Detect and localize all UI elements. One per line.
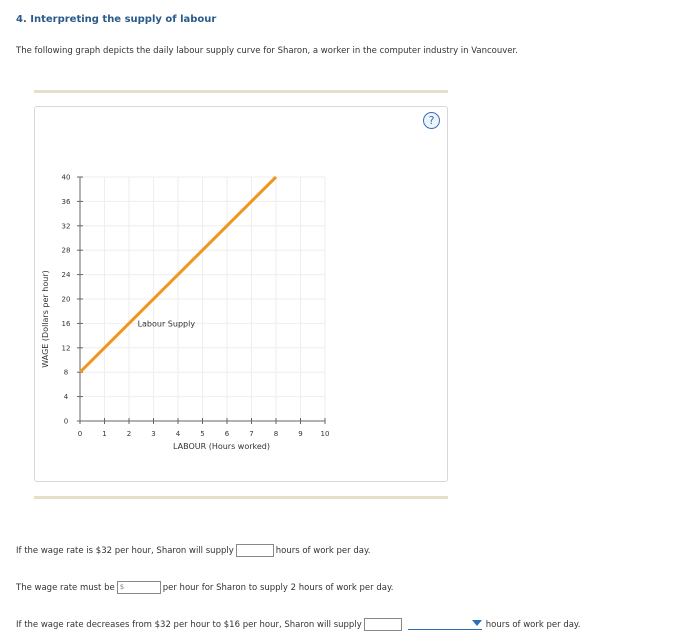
question-2-text: The wage rate must be xyxy=(16,582,115,593)
x-tick-label: 7 xyxy=(249,430,254,438)
question-2 xyxy=(16,581,393,594)
question-3-suffix: hours of work per day. xyxy=(485,619,581,630)
y-tick-label: 28 xyxy=(61,246,71,255)
question-2-input[interactable]: $ xyxy=(117,581,161,594)
y-tick-label: 24 xyxy=(61,271,71,280)
help-icon[interactable]: ? xyxy=(423,112,440,129)
question-3-dropdown[interactable] xyxy=(408,619,482,630)
x-tick-label: 4 xyxy=(175,430,181,438)
x-axis-label: LABOUR (Hours worked) xyxy=(172,442,271,451)
question-3-input[interactable] xyxy=(364,618,402,631)
y-tick-label: 32 xyxy=(61,222,71,231)
question-1-input[interactable] xyxy=(236,544,274,557)
page-title: 4. Interpreting the supply of labour xyxy=(16,14,217,25)
y-axis-label: WAGE (Dollars per hour) xyxy=(41,270,50,368)
y-tick-label: 0 xyxy=(63,417,69,426)
x-tick-label: 3 xyxy=(151,430,156,438)
question-1-text: If the wage rate is $32 per hour, Sharon will supply xyxy=(16,545,234,556)
intro-text: The following graph depicts the daily labour supply curve for Sharon, a worker in the computer industry in Vancouver. xyxy=(16,46,518,56)
series-label-labour-supply: Labour Supply xyxy=(137,319,196,329)
question-2-suffix: per hour for Sharon to supply 2 hours of work per day. xyxy=(162,582,394,593)
question-3 xyxy=(16,618,580,631)
question-1 xyxy=(16,544,370,557)
x-tick-label: 0 xyxy=(77,430,83,438)
y-tick-label: 36 xyxy=(61,197,71,206)
y-tick-label: 8 xyxy=(63,368,69,377)
chevron-down-icon xyxy=(472,620,482,626)
y-tick-label: 20 xyxy=(61,295,71,304)
x-tick-label: 6 xyxy=(224,430,230,438)
question-3-text: If the wage rate decreases from $32 per hour to $16 per hour, Sharon will supply xyxy=(16,619,362,630)
y-tick-label: 4 xyxy=(63,393,69,402)
chart-grid xyxy=(80,177,325,421)
y-tick-label: 12 xyxy=(61,344,71,353)
x-tick-label: 1 xyxy=(102,430,107,438)
bottom-divider xyxy=(34,496,448,499)
x-tick-label: 8 xyxy=(273,430,279,438)
y-tick-label: 40 xyxy=(61,173,71,182)
x-tick-label: 5 xyxy=(200,430,205,438)
x-tick-label: 9 xyxy=(298,430,303,438)
question-1-suffix: hours of work per day. xyxy=(275,545,371,556)
y-tick-label: 16 xyxy=(61,319,71,328)
x-tick-label: 2 xyxy=(126,430,132,438)
x-tick-label: 10 xyxy=(320,430,330,438)
